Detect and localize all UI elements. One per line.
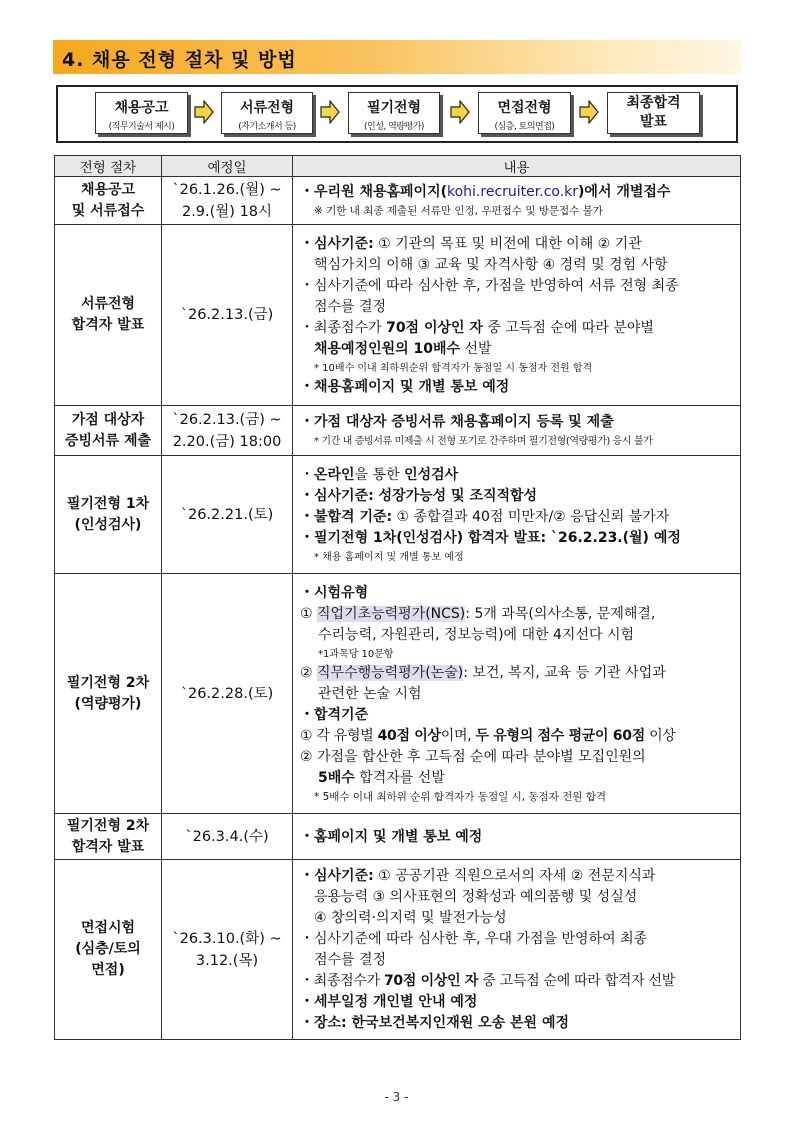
content-text: 을 통한: [354, 466, 405, 483]
table-row: [55, 177, 741, 225]
page-number: - 3 -: [384, 1090, 409, 1104]
homepage-link[interactable]: kohi.recruiter.co.kr: [447, 184, 579, 200]
note-text: ※ 기한 내 최종 제출된 서류만 인정, 우편접수 및 방문접수 불가: [314, 205, 603, 217]
arrow-right-icon: [450, 100, 470, 124]
stage-text: (심층/토의: [75, 941, 141, 957]
note-text: * 기간 내 증빙서류 미제출 시 전형 포기로 간주하며 필기전형(역량평가) 응시 불가: [314, 436, 653, 447]
date-cell: [162, 814, 293, 860]
stage-cell: [55, 860, 162, 1040]
content-cell: [293, 406, 741, 456]
date-text: `26.2.13.(금) ~: [172, 411, 282, 428]
content-text: 직업기초능력평가(NCS): [317, 605, 466, 622]
table-row: [55, 225, 741, 406]
content-text: ④ 창의력·의지력 및 발전가능성: [314, 910, 507, 926]
table-row: [55, 406, 741, 456]
content-text: ・세부일정 개인별 안내 예정: [300, 994, 478, 1010]
content-cell: [293, 814, 741, 860]
flow-step-title: 채용공고: [114, 100, 169, 116]
stage-text: 채용공고: [80, 181, 136, 198]
flow-step-sub: (심층, 토의면접): [494, 122, 555, 132]
header-date: 예정일: [162, 156, 293, 177]
flow-step-title: 면접전형: [497, 100, 552, 116]
flow-step-document: [221, 92, 313, 134]
content-text: 합격자를 선발: [354, 769, 445, 786]
content-text: ・시험유형: [300, 584, 369, 601]
content-text: ・우리원 채용홈페이지(: [300, 184, 447, 200]
stage-text: (인성검사): [74, 516, 142, 533]
flow-step-title-line1: 최종합격: [626, 95, 681, 111]
content-text: ・최종점수가: [300, 973, 384, 989]
stage-text: 합격자 발표: [71, 317, 145, 333]
content-text: 70점 이상인 자: [386, 319, 483, 336]
note-text: * 5배수 이내 최하위 순위 합격자가 동점일 시, 동점자 전원 합격: [314, 790, 607, 803]
stage-cell: [55, 406, 162, 456]
table-row: [55, 814, 741, 860]
content-text: 온라인: [314, 466, 355, 483]
content-text: 응용능력 ③ 의사표현의 정확성과 예의품행 및 성실성: [314, 889, 638, 905]
flow-step-interview: [478, 92, 571, 134]
content-text: 선발: [460, 340, 492, 357]
content-text: ・심사기준에 따라 심사한 후, 우대 가점을 반영하여 최종: [300, 931, 648, 947]
content-text: : 보건, 복지, 교육 등 기관 사업과: [463, 664, 666, 681]
content-text: ・홈페이지 및 개별 통보 예정: [300, 828, 483, 845]
date-text: 2.20.(금) 18:00: [172, 433, 282, 450]
date-text: `26.2.21.(토): [180, 506, 274, 523]
content-text: 관련한 논술 시험: [318, 685, 422, 702]
flow-step-written: [348, 92, 440, 134]
content-cell: [293, 860, 741, 1040]
section-title: 4. 채용 전형 절차 및 방법: [62, 49, 297, 71]
content-text: ・심사기준:: [300, 235, 374, 252]
content-text: ・가점 대상자 증빙서류 채용홈페이지 등록 및 제출: [300, 414, 614, 430]
content-text: ①: [300, 605, 318, 622]
stage-text: 필기전형 2차: [66, 817, 150, 834]
date-text: `26.1.26.(월) ~: [172, 181, 282, 198]
date-cell: [162, 456, 293, 574]
content-text: ・심사기준: 성장가능성 및 조직적합성: [300, 487, 538, 504]
note-text: * 채용 홈페이지 및 개별 통보 예정: [314, 551, 464, 563]
content-text: ① 공공기관 직원으로서의 자세 ② 전문지식과: [373, 868, 656, 884]
stage-cell: [55, 574, 162, 814]
stage-text: 및 서류접수: [71, 202, 145, 219]
content-text: ②: [300, 664, 318, 681]
content-text: ・불합격 기준:: [300, 508, 393, 525]
content-text: ② 가점을 합산한 후 고득점 순에 따라 분야별 모집인원의: [300, 748, 646, 765]
content-text: ・필기전형 1차(인성검사) 합격자 발표: `26.2.23.(월) 예정: [300, 529, 681, 546]
flow-step-sub: (인성, 역량평가): [364, 122, 424, 132]
table-row: [55, 574, 741, 814]
date-cell: [162, 860, 293, 1040]
stage-cell: [55, 177, 162, 225]
arrow-right-icon: [579, 100, 599, 124]
content-text: 수리능력, 자원관리, 정보능력)에 대한 4지선다 시험: [318, 626, 634, 643]
stage-cell: [55, 456, 162, 574]
stage-text: 면접): [91, 962, 125, 978]
content-text: )에서 개별접수: [578, 184, 671, 200]
process-flow: [56, 85, 738, 143]
flow-step-sub: (자기소개서 등): [238, 122, 296, 132]
content-text: ・채용홈페이지 및 개별 통보 예정: [300, 378, 510, 395]
schedule-table: [54, 155, 741, 1040]
content-text: 5배수: [318, 769, 355, 786]
stage-text: 증빙서류 제출: [64, 432, 152, 449]
note-text: *1과목당 10문항: [318, 648, 394, 660]
content-text: 중 고득점 순에 따라 합격자 선발: [478, 973, 675, 989]
flow-step-title: 서류전형: [239, 100, 295, 116]
stage-text: 합격자 발표: [71, 838, 145, 855]
stage-cell: [55, 814, 162, 860]
content-cell: [293, 177, 741, 225]
content-text: 인성검사: [404, 466, 459, 483]
date-text: `26.3.4.(수): [185, 828, 269, 845]
content-text: 점수를 결정: [314, 952, 387, 968]
date-text: `26.2.28.(토): [180, 685, 274, 702]
content-cell: [293, 456, 741, 574]
date-text: 2.9.(월) 18시: [181, 203, 273, 220]
content-text: ・합격기준: [300, 706, 369, 723]
flow-step-title: 필기전형: [366, 100, 422, 116]
stage-text: (역량평가): [74, 695, 142, 712]
content-text: : 5개 과목(의사소통, 문제해결,: [465, 605, 656, 622]
stage-text: 면접시험: [80, 920, 136, 936]
date-text: `26.2.13.(금): [180, 307, 274, 323]
content-text: ① 각 유형별: [300, 727, 378, 744]
content-text: 점수를 결정: [314, 298, 387, 315]
stage-cell: [55, 225, 162, 406]
table-row: [55, 860, 741, 1040]
stage-text: 필기전형 1차: [66, 495, 150, 512]
stage-text: 가점 대상자: [71, 411, 145, 428]
content-text: ① 종합결과 40점 미만자/② 응답신뢰 불가자: [392, 508, 670, 525]
note-text: * 10배수 이내 최하위순위 합격자가 동점일 시 동점자 전원 합격: [314, 362, 593, 374]
flow-step-final: [607, 92, 700, 134]
date-cell: [162, 406, 293, 456]
content-text: 이며,: [440, 727, 476, 744]
header-content: 내용: [293, 156, 741, 177]
content-text: 70점 이상인 자: [383, 973, 479, 989]
content-cell: [293, 225, 741, 406]
content-text: ・: [300, 466, 314, 483]
content-text: ・심사기준:: [300, 868, 374, 884]
date-text: `26.3.10.(화) ~: [172, 930, 282, 947]
content-text: ・최종점수가: [300, 319, 387, 336]
flow-step-title-line2: 발표: [639, 114, 668, 130]
content-text: 두 유형의 점수 평균이 60점: [475, 727, 645, 744]
stage-text: 서류전형: [80, 296, 136, 312]
date-cell: [162, 225, 293, 406]
header-stage: 전형 절차: [55, 156, 162, 177]
content-text: 이상: [644, 727, 676, 744]
stage-text: 필기전형 2차: [66, 674, 150, 691]
arrow-right-icon: [194, 100, 214, 124]
content-cell: [293, 574, 741, 814]
date-cell: [162, 574, 293, 814]
content-text: ① 기관의 목표 및 비전에 대한 이해 ② 기관: [373, 235, 642, 252]
arrow-right-icon: [320, 100, 340, 124]
content-text: 40점 이상: [377, 727, 441, 744]
content-text: ・장소: 한국보건복지인재원 오송 본원 예정: [300, 1015, 570, 1031]
flow-step-sub: (직무기술서 제시): [108, 122, 175, 132]
table-row: [55, 456, 741, 574]
table-header-row: [55, 156, 741, 177]
section-title-bar: [53, 40, 741, 74]
date-text: 3.12.(목): [195, 952, 259, 969]
date-cell: [162, 177, 293, 225]
flow-step-announcement: [95, 92, 188, 134]
content-text: 중 고득점 순에 따라 분야별: [482, 319, 654, 336]
content-text: 직무수행능력평가(논술): [317, 664, 464, 681]
content-text: 채용예정인원의 10배수: [314, 340, 461, 357]
content-text: 핵심가치의 이해 ③ 교육 및 자격사항 ④ 경력 및 경험 사항: [314, 256, 668, 273]
content-text: ・심사기준에 따라 심사한 후, 가점을 반영하여 서류 전형 최종: [300, 277, 679, 294]
